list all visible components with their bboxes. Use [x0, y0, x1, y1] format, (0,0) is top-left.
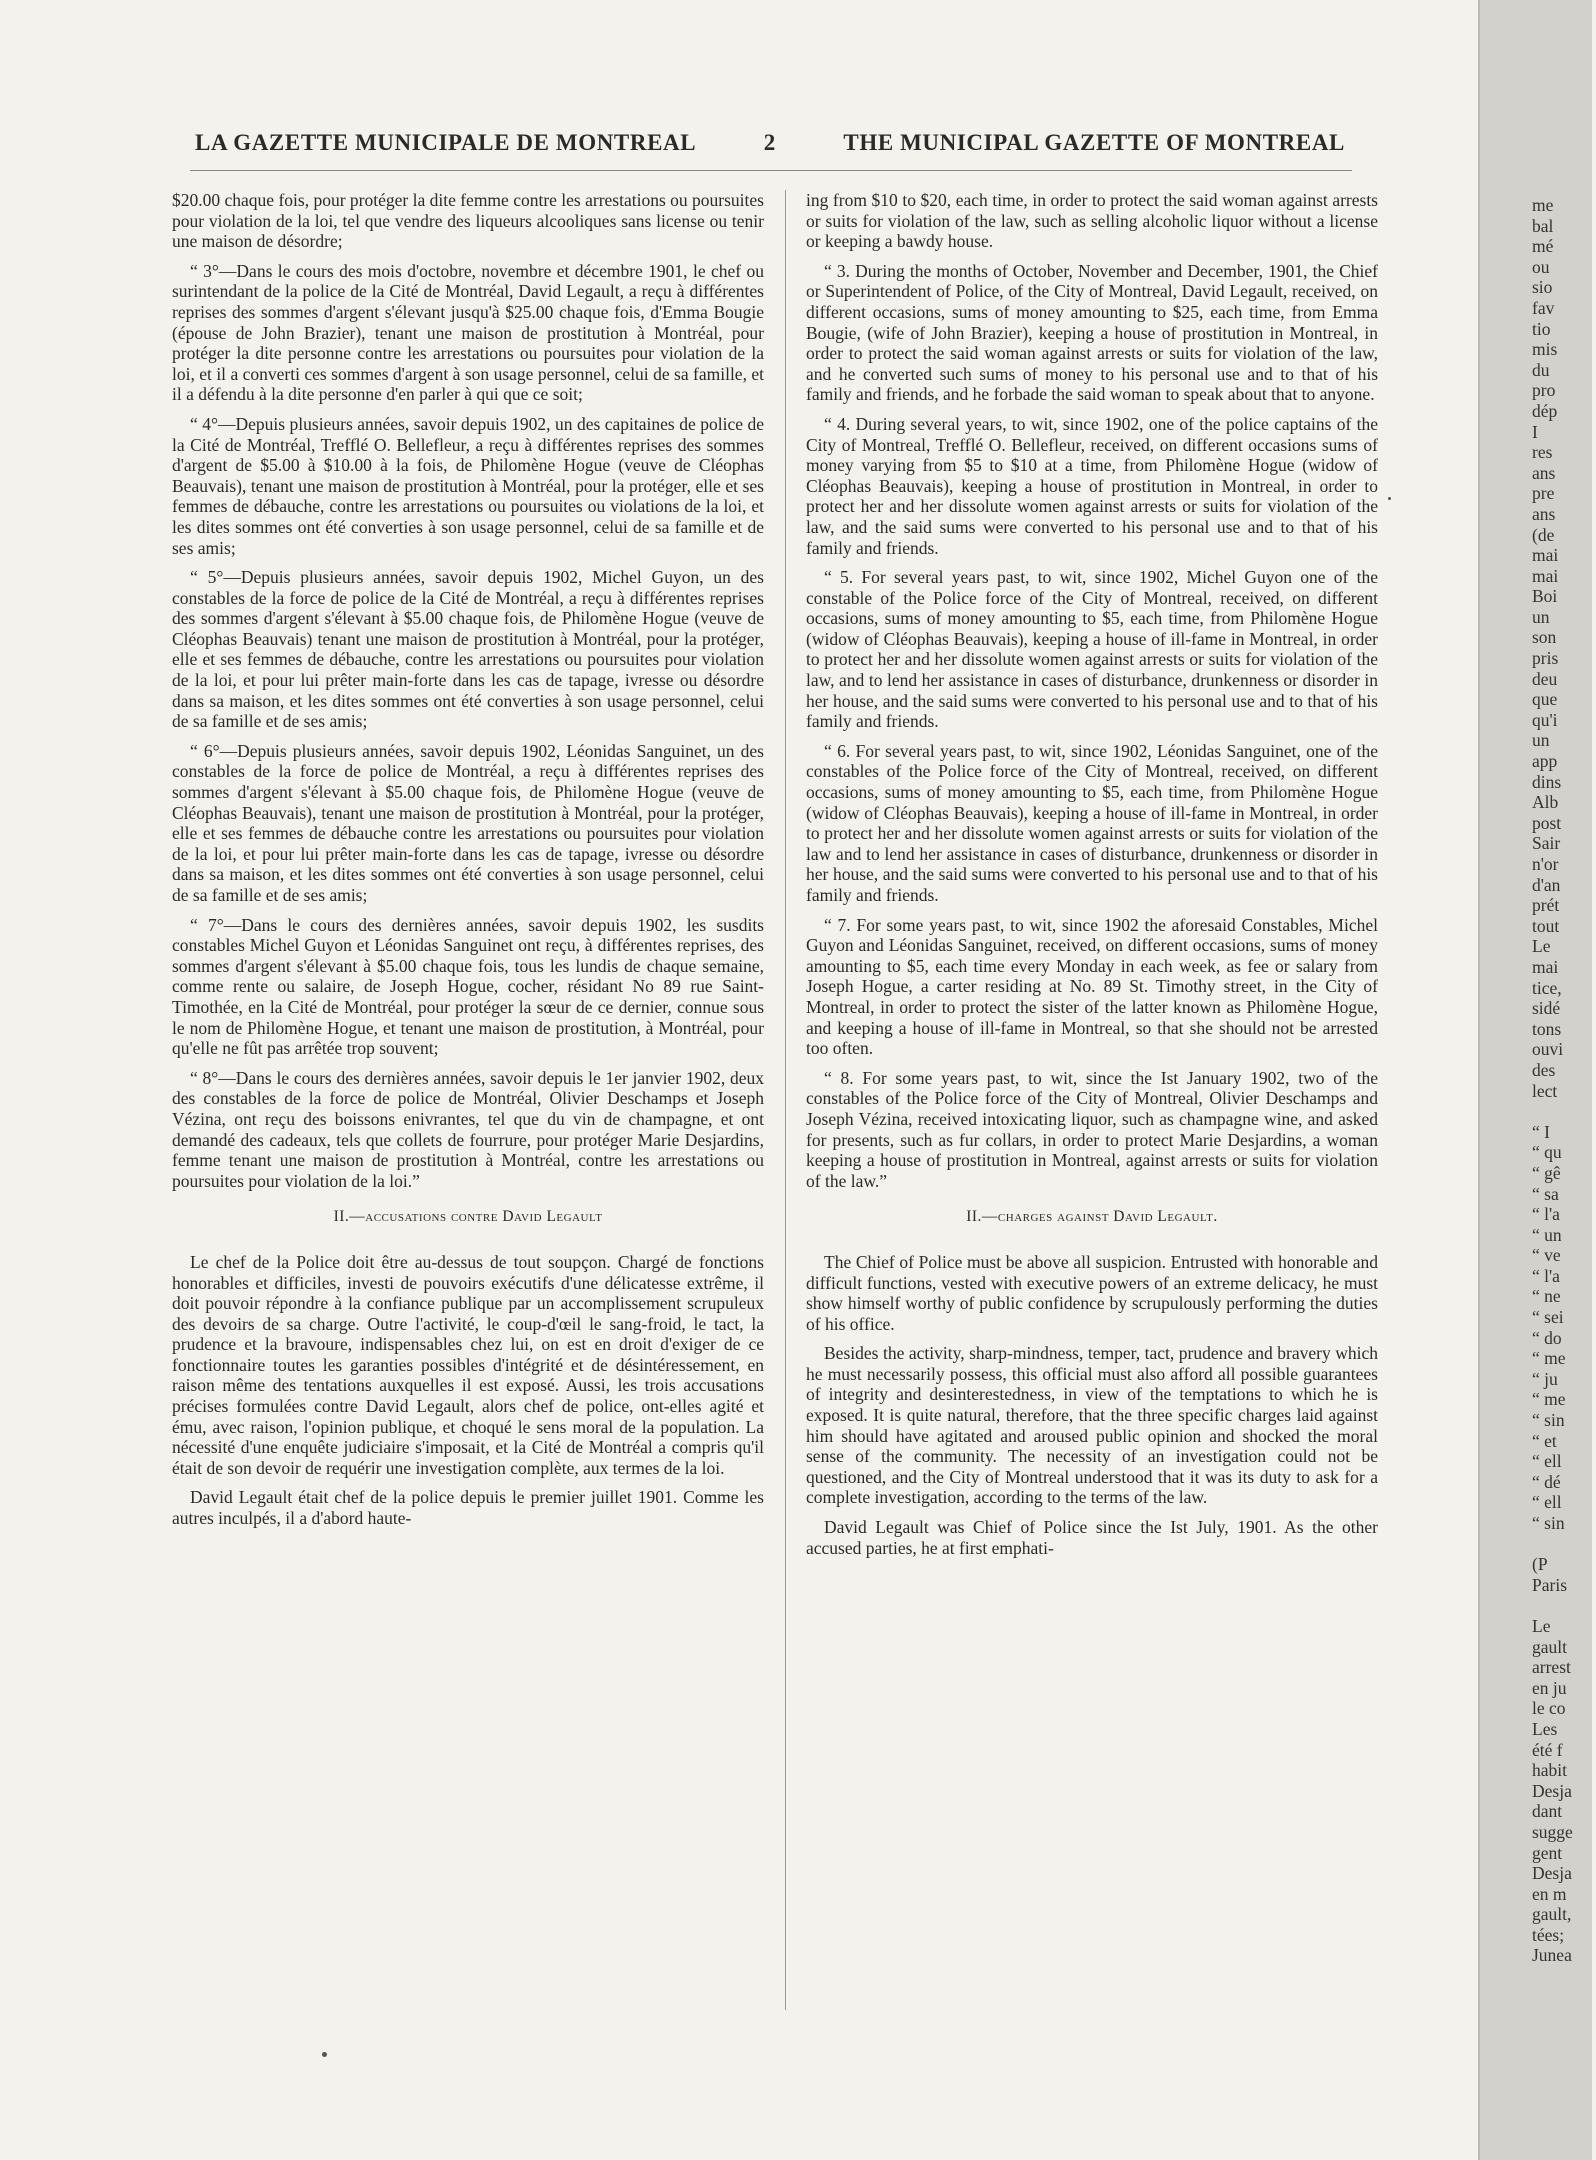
- next-page-fragment: tice,: [1532, 977, 1562, 998]
- next-page-fragment: me: [1532, 195, 1554, 215]
- next-page-fragment: mis: [1532, 339, 1558, 360]
- header-rule: [190, 170, 1352, 171]
- next-page-fragment: “ sin: [1532, 1410, 1565, 1431]
- next-page-fragment: “ un: [1532, 1224, 1562, 1245]
- next-page-fragment: mai: [1532, 956, 1559, 977]
- next-page-fragment: dant: [1532, 1801, 1563, 1822]
- next-page-fragment: “ l'a: [1532, 1204, 1560, 1225]
- next-page-fragment: en ju: [1532, 1677, 1567, 1698]
- next-page-fragment: en m: [1532, 1883, 1567, 1904]
- french-paragraph: Le chef de la Police doit être au-dessus de tout soupçon. Chargé de fonctions honorables et difficiles, investi de pouvoirs exécutifs d'une délicatesse extrême, il doit pouvoir répondre à la confiance publique par un accomplissement scrupuleux des devoirs de sa charge. Outre l'activité, le coup-d'œil le sang-froid, le tact, la prudence et la bravoure, indispensables chez lui, on est en droit d'exiger de ce fonctionnaire toutes les garanties possibles d'intégrité et de désintéressement, en raison même des tentations auxquelles il est exposé. Aussi, les trois accusations précises formulées contre David Legault, alors chef de police, ont-elles agité et ému, avec raison, l'opinion publique, et choqué le sens moral de la population. La nécessité d'une enquête judiciaire s'imposait, et la Cité de Montréal a compris qu'il était de son devoir de requérir une investigation complète, aux termes de la loi.: [172, 1251, 764, 1478]
- next-page-fragment: mai: [1532, 545, 1559, 566]
- next-page-fragment: “ ju: [1532, 1368, 1558, 1389]
- next-page-fragment: (P: [1532, 1554, 1548, 1575]
- next-page-fragment: Sair: [1532, 833, 1561, 854]
- page-number: 2: [763, 130, 776, 155]
- next-page-fragment: un: [1532, 606, 1550, 627]
- french-column: [172, 190, 764, 1538]
- next-page-fragment: Paris: [1532, 1574, 1567, 1595]
- english-paragraph: David Legault was Chief of Police since the Ist July, 1901. As the other accused parties, he at first emphati-: [806, 1517, 1378, 1558]
- next-page-edge: [1532, 195, 1596, 1966]
- next-page-fragment: d'an: [1532, 874, 1561, 895]
- next-page-fragment: “ ell: [1532, 1451, 1562, 1472]
- english-column: [806, 190, 1378, 1567]
- next-page-fragment: dins: [1532, 771, 1562, 792]
- next-page-fragment: “ qu: [1532, 1142, 1562, 1163]
- next-page-fragment: deu: [1532, 668, 1558, 689]
- french-paragraph: “ 6°—Depuis plusieurs années, savoir depuis 1902, Léonidas Sanguinet, un des constables de la force de police de Montréal, a reçu à différentes reprises des sommes d'argent s'élevant à $5.00 chaque fois, de Philomène Hogue (veuve de Cléophas Beauvais), tenant une maison de prostitution à Montréal, pour la protéger, elle et ses femmes de débauche contre les arrestations ou poursuites pour violation de la loi, et pour lui prêter main-forte dans les cas de tapage, ivresse ou désordre dans sa maison, et les dites sommes ont été converties à son usage personnel, celui de sa famille et de ses amis;: [172, 740, 764, 905]
- next-page-fragment: “ sin: [1532, 1513, 1565, 1533]
- next-page-fragment: qu'i: [1532, 709, 1558, 730]
- next-page-fragment: pro: [1532, 380, 1556, 401]
- next-page-fragment: “ dé: [1532, 1471, 1561, 1492]
- next-page-fragment: tout: [1532, 915, 1560, 936]
- next-page-fragment: res: [1532, 442, 1553, 463]
- next-page-fragment: Le: [1532, 936, 1551, 957]
- next-page-fragment: ans: [1532, 462, 1556, 483]
- next-page-fragment: gault: [1532, 1636, 1567, 1657]
- english-section-heading: II.—charges against David Legault.: [966, 1208, 1218, 1226]
- next-page-fragment: “ I: [1532, 1121, 1550, 1142]
- next-page-fragment: mé: [1532, 236, 1554, 257]
- next-page-fragment: bal: [1532, 215, 1554, 236]
- french-paragraph: “ 3°—Dans le cours des mois d'octobre, novembre et décembre 1901, le chef ou surintendant de la police de la Cité de Montréal, David Legault, a reçu à différentes reprises des sommes d'argent s'élevant jusqu'à $25.00 chaque fois, d'Emma Bougie (épouse de John Brazier), tenant une maison de prostitution à Montréal, pour protéger la dite personne contre les arrestations ou poursuites pour violation de la loi, et il a converti ces sommes d'argent à son usage personnel, celui de sa famille, et il a défendu à la dite personne d'en parler à qui que ce soit;: [172, 260, 764, 405]
- next-page-fragment: ouvi: [1532, 1039, 1564, 1060]
- english-paragraph: “ 5. For several years past, to wit, since 1902, Michel Guyon one of the constable of the Police force of the City of Montreal, received, on different occasions, sums of money amounting to $5, each time, from Philomène Hogue (widow of Cléophas Beauvais), keeping a house of ill-fame in Montreal, in order to protect her and her dissolute women against arrests or suits for violation of the law, and to lend her assistance in cases of disturbance, drunkenness or disorder in her house, and the said sums were converted to his personal use and to that of his family and friends.: [806, 567, 1378, 732]
- next-page-fragment: app: [1532, 751, 1558, 772]
- french-paragraph: “ 4°—Depuis plusieurs années, savoir depuis 1902, un des capitaines de police de la Cité de Montréal, Trefflé O. Bellefleur, a reçu à différentes reprises des sommes d'argent de $5.00 à $10.00 à la fois, de Philomène Hogue (veuve de Cléophas Beauvais), tenant une maison de prostitution à Montréal, pour la protéger, elle et ses femmes de débauche, contre les arrestations ou poursuites ou violations de la loi, et les dites sommes ont été converties à son usage personnel, celui de sa famille et de ses amis;: [172, 413, 764, 558]
- english-paragraph: The Chief of Police must be above all suspicion. Entrusted with honorable and difficult functions, vested with executive powers of an extreme delicacy, he must show himself worthy of public confidence by scrupulously performing the duties of his office.: [806, 1251, 1378, 1334]
- next-page-fragment: ans: [1532, 503, 1556, 524]
- next-page-fragment: dép: [1532, 400, 1558, 421]
- english-paragraph: “ 3. During the months of October, November and December, 1901, the Chief or Superintendent of Police, of the City of Montreal, David Legault, received, on different occasions, sums of money amounting to $25, each time, from Emma Bougie, (wife of John Brazier), keeping a house of prostitution in Montreal, in order to protect the said woman against arrests or suits for violation of the law, and he converted such sums of money to his personal use and to that of his family and friends, and he forbade the said woman to speak about that to anyone.: [806, 260, 1378, 405]
- next-page-fragment: lect: [1532, 1080, 1558, 1101]
- next-page-fragment: Desja: [1532, 1780, 1572, 1801]
- next-page-fragment: fav: [1532, 297, 1555, 318]
- french-paragraph: “ 8°—Dans le cours des dernières années, savoir depuis le 1er janvier 1902, deux des constables de la force de police de Montréal, Olivier Deschamps et Joseph Vézina, ont reçu des boissons enivrantes, tel que du vin de champagne, et ont demandé des cadeaux, tels que collets de fourrure, pour protéger Marie Desjardins, femme tenant une maison de prostitution à Montréal, contre les arrestations ou poursuites pour violation de la loi.”: [172, 1067, 764, 1191]
- next-page-fragment: Desja: [1532, 1863, 1572, 1884]
- next-page-fragment: gent: [1532, 1842, 1563, 1863]
- english-paragraph: “ 8. For some years past, to wit, since the Ist January 1902, two of the constables of the Police force of the City of Montreal, Olivier Deschamps and Joseph Vézina, received intoxicating liquor, such as champagne wine, and asked for presents, such as fur collars, in order to protect Marie Desjardins, a woman keeping a house of prostitution in Montreal, against arrests or suits for violation of the law.”: [806, 1067, 1378, 1191]
- next-page-fragment: pre: [1532, 483, 1555, 504]
- next-page-fragment: du: [1532, 359, 1550, 380]
- french-paragraph: $20.00 chaque fois, pour protéger la dite femme contre les arrestations ou poursuites pour violation de la loi, tel que vendre des liqueurs alcooliques sans license ou tenir une maison de désordre;: [172, 190, 764, 252]
- next-page-fragment: “ ell: [1532, 1492, 1562, 1513]
- header-french-title: LA GAZETTE MUNICIPALE DE MONTREAL: [195, 130, 697, 155]
- english-paragraph: “ 7. For some years past, to wit, since 1902 the aforesaid Constables, Michel Guyon and Léonidas Sanguinet, received, on different occasions, sums of money amounting to $5, each time every Monday in each week, as fee or salary from Joseph Hogue, a carter residing at No. 89 St. Timothy street, in the City of Montreal, in order to protect the sister of the latter known as Philomène Hogue, and keeping a house of ill-fame in Montreal, so that she should not be arrested too often.: [806, 914, 1378, 1059]
- next-page-fragment: I: [1532, 421, 1538, 442]
- column-divider: [785, 190, 786, 2010]
- english-paragraph: ing from $10 to $20, each time, in order to protect the said woman against arrests or suits for violation of the law, such as selling alcoholic liquor without a license or keeping a bawdy house.: [806, 190, 1378, 252]
- next-page-fragment: son: [1532, 627, 1557, 648]
- header-english-title: THE MUNICIPAL GAZETTE OF MONTREAL: [843, 130, 1345, 155]
- next-page-fragment: “ et: [1532, 1430, 1557, 1451]
- next-page-fragment: [1532, 1595, 1596, 1616]
- next-page-fragment: habit: [1532, 1760, 1567, 1781]
- next-page-fragment: le co: [1532, 1698, 1566, 1719]
- english-paragraph: “ 6. For several years past, to wit, since 1902, Léonidas Sanguinet, one of the constables of the Police force of the City of Montreal, received, on different occasions, sums of money amounting to $5, each time, from Philomène Hogue (widow of Cléophas Beauvais), keeping a house of ill-fame in Montreal, in order to protect her and her dissolute women against arrests or suits for violation of the law and to lend her assistance in cases of disturbance, drunkenness or disorder in her house, and the said sums were converted to his personal use and to that of his family and friends.: [806, 740, 1378, 905]
- next-page-fragment: sugge: [1532, 1821, 1573, 1842]
- scan-speck: [322, 2052, 327, 2057]
- next-page-fragment: Le: [1532, 1615, 1551, 1636]
- next-page-fragment: “ ne: [1532, 1286, 1561, 1307]
- next-page-fragment: tio: [1532, 318, 1551, 339]
- page-header: [195, 130, 1345, 156]
- next-page-fragment: Les: [1532, 1718, 1558, 1739]
- french-paragraph: “ 5°—Depuis plusieurs années, savoir depuis 1902, Michel Guyon, un des constables de la force de police de la Cité de Montréal, a reçu à différentes reprises des sommes d'argent s'élevant à $5.00 chaque fois, de Philomène Hogue (veuve de Cléophas Beauvais) tenant une maison de prostitution à Montréal, pour la protéger, elle et ses femmes de débauche, contre les arrestations ou poursuites pour violation de la loi, et pour lui prêter main-forte dans les cas de tapage, ivresse ou désordre dans sa maison, et les dites sommes ont été converties à son usage personnel, celui de sa famille et de ses amis;: [172, 567, 764, 732]
- next-page-fragment: “ sa: [1532, 1183, 1559, 1204]
- next-page-fragment: [1532, 1534, 1596, 1555]
- next-page-fragment: un: [1532, 730, 1550, 751]
- french-paragraph: David Legault était chef de la police depuis le premier juillet 1901. Comme les autres inculpés, il a d'abord haute-: [172, 1487, 764, 1529]
- english-paragraph: Besides the activity, sharp-mindness, temper, tact, prudence and bravery which he must necessarily possess, this official must also afford all possible guarantees of integrity and desinterestedness, in view of the temptations to which he is exposed. It is quite natural, therefore, that the three specific charges laid against him should have agitated and aroused public opinion and shocked the moral sense of the community. The necessity of an investigation could not be questioned, and the City of Montreal understood that it was its duty to ask for a complete investigation, according to the terms of the law.: [806, 1343, 1378, 1508]
- next-page-fragment: Junea: [1532, 1945, 1572, 1966]
- next-page-fragment: sidé: [1532, 998, 1561, 1019]
- scan-speck: [1388, 497, 1391, 500]
- next-page-fragment: “ me: [1532, 1389, 1566, 1410]
- next-page-fragment: sio: [1532, 277, 1553, 298]
- next-page-fragment: “ gê: [1532, 1162, 1561, 1183]
- next-page-fragment: “ do: [1532, 1327, 1562, 1348]
- french-section-heading: II.—accusations contre David Legault: [333, 1208, 603, 1226]
- next-page-fragment: tées;: [1532, 1924, 1565, 1945]
- next-page-fragment: “ l'a: [1532, 1265, 1560, 1286]
- english-paragraph: “ 4. During several years, to wit, since 1902, one of the police captains of the City of Montreal, Trefflé O. Bellefleur, received, on different occasions sums of money varying from $5 to $10 at a time, from Philomène Hogue (widow of Cléophas Beauvais), keeping a house of prostitution in Montreal, in order to protect her and her dissolute women against arrests or suits for violation of the law, and the said sums were converted to his personal use and to that of his family and friends.: [806, 413, 1378, 558]
- next-page-fragment: mai: [1532, 565, 1559, 586]
- next-page-fragment: été f: [1532, 1739, 1563, 1760]
- next-page-fragment: ou: [1532, 256, 1550, 277]
- next-page-fragment: gault,: [1532, 1904, 1572, 1925]
- next-page-fragment: que: [1532, 689, 1558, 710]
- next-page-fragment: des: [1532, 1059, 1556, 1080]
- french-paragraph: “ 7°—Dans le cours des dernières années, savoir depuis 1902, les susdits constables Michel Guyon et Léonidas Sanguinet ont reçu, à différentes reprises, des sommes d'argent s'élevant à $5.00 chaque fois, tous les lundis de chaque semaine, comme rente ou salaire, de Joseph Hogue, cocher, résidant No 89 rue Saint-Timothée, en la Cité de Montréal, pour protéger la sœur de ce dernier, connue sous le nom de Philomène Hogue, et tenant une maison de prostitution, à Montréal, pour qu'elle ne fût pas arrêtée trop souvent;: [172, 914, 764, 1059]
- next-page-fragment: “ me: [1532, 1348, 1566, 1369]
- next-page-fragment: pris: [1532, 648, 1559, 669]
- next-page-fragment: tons: [1532, 1018, 1562, 1039]
- next-page-fragment: prét: [1532, 895, 1560, 916]
- next-page-fragment: (de: [1532, 524, 1555, 545]
- next-page-fragment: “ sei: [1532, 1307, 1564, 1328]
- next-page-fragment: Boi: [1532, 586, 1558, 607]
- next-page-fragment: “ ve: [1532, 1245, 1561, 1266]
- next-page-fragment: n'or: [1532, 854, 1559, 874]
- next-page-fragment: [1532, 1101, 1596, 1122]
- next-page-fragment: post: [1532, 812, 1562, 833]
- next-page-fragment: arrest: [1532, 1657, 1571, 1678]
- next-page-fragment: Alb: [1532, 792, 1559, 813]
